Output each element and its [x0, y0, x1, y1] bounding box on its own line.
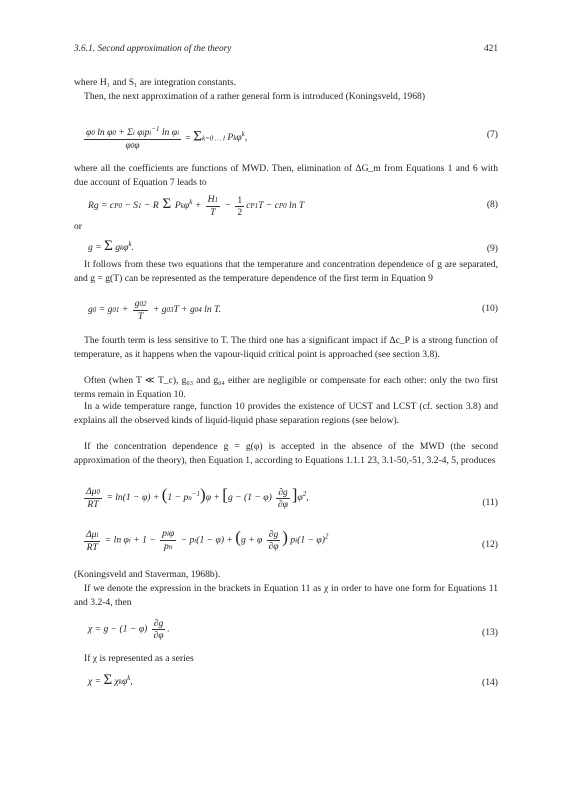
equation-9: g = Σ gkφ$^k$. (9) [88, 238, 498, 255]
paragraph [74, 400, 498, 427]
running-header [74, 44, 498, 58]
paragraph [74, 582, 498, 609]
equation-13: χ = g − (1 − φ) $\frac{\partial g}{\partial\varphi}$ . (13) [88, 618, 498, 641]
equation-10: g0 = g01 + $\frac{g02}{T}$ + g03T + g04 ln T. (10) [88, 298, 498, 322]
paragraph-text: Then, the next approximation of a rather general form is introduced (Koningsveld, 1968) [84, 91, 426, 102]
paragraph-text: If χ is represented as a series [84, 653, 194, 664]
paragraph [74, 90, 498, 104]
paragraph-text: In a wide temperature range, function 10 provides the existence of UCST and LCST (cf. section 3.8) and explains all the observed kinds of liquid-liquid phase separation regions (see below). [74, 401, 498, 426]
paragraph [74, 652, 498, 666]
paragraph [74, 334, 498, 361]
equation-14: χ = Σ χkφ$^k$, (14) [88, 672, 498, 689]
equation-number: (11) [482, 497, 498, 508]
equation-12: $\frac{\text{Δμi}}{RT}$ = ln φi + 1 − $\frac{\text{piφ}}{pn}$ − pi(1 − φ) + (g + φ $\frac{\partial g}{\partial\varphi}$ ) $pi(1 - \varphi)^2$ (12) [86, 527, 498, 553]
paragraph-text: where all the coefficients are functions of MWD. Then, elimination of ΔG_m from Equations 1 and 6 with due account of Equation 7 leads to [74, 163, 498, 188]
equation-number: (10) [482, 303, 498, 314]
paragraph [74, 440, 498, 467]
paragraph-text: If the concentration dependence g = g(φ) is accepted in the absence of the MWD (the second approximation of the theory), then Equation 1, according to Equations 1.1.1 23, 3.1-50,-51, 3.2-4, 5, produces [74, 441, 498, 466]
paragraph [74, 258, 498, 285]
equation-number: (8) [486, 199, 498, 210]
paragraph-text: Often (when T ≪ T_c), g₀₃ and g₀₄ either are negligible or compensate for each other: only the two first terms remain in Equation 10. [74, 375, 498, 400]
equation-number: (13) [482, 627, 498, 638]
paragraph-text: The fourth term is less sensitive to T. The third one has a significant impact if Δc_P is a strong function of temperature, as it happens when the vapour-liquid critical point is approached (see section 3.8). [74, 335, 498, 360]
equation-11: $\frac{\Delta\mu 0}{RT}$ = $\ln(1 - \varphi) + (1 - pn^{-1})\varphi + [g - (1 - \varphi)$ $\frac{\partial g}{\partial\varphi}$ ]$\varphi^2$, (11) [86, 485, 498, 510]
paragraph-text: If we denote the expression in the brackets in Equation 11 as χ in order to have one form for Equations 11 and 3.2-4, then [74, 583, 498, 608]
paragraph [74, 76, 498, 90]
page-number: 421 [483, 44, 498, 54]
paragraph [74, 162, 498, 189]
paragraph-text: or [74, 221, 82, 232]
equation-number: (14) [482, 677, 498, 688]
paragraph-text: where H₁ and S₁ are integration constants. [74, 77, 237, 88]
paragraph-text: It follows from these two equations that the temperature and concentration dependence of g are separated, and g = g(T) can be represented as the temperature dependence of the first term in Equation 9 [74, 259, 498, 284]
equation-8: Rg = cP0 − S1 − R Σ Pkφ$^k$ + $\frac{H1}{T}$ − $\frac{1}{2}$ cP1T − cP0 ln T (8) [88, 194, 498, 218]
section-title: 3.6.1. Second approximation of the theory [74, 44, 232, 54]
equation-number: (9) [486, 243, 498, 254]
paragraph [74, 374, 498, 401]
equation-number: (7) [486, 129, 498, 140]
paragraph-text: (Koningsveld and Staverman, 1968b). [74, 569, 221, 580]
paragraph [74, 568, 498, 582]
paragraph [74, 220, 498, 234]
equation-7: $\frac{\varphi 0 \ln \varphi 0 + \Sigma i \varphi ipi^{-1} \ln \varphi i}{\varphi 0\varphi}$ = Σk=0 … l Pkφ$^k$, (7) [86, 125, 498, 152]
equation-number: (12) [482, 539, 498, 550]
